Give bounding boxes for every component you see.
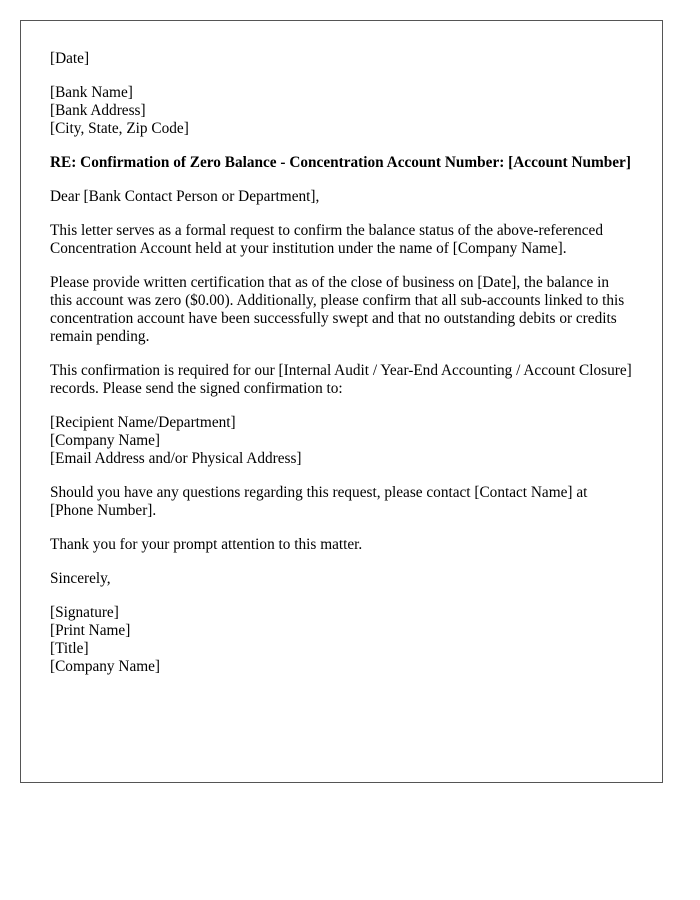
- letter: [20, 20, 663, 783]
- bank-address: [Bank Address]: [50, 102, 146, 119]
- letter-date: [Date]: [50, 50, 90, 67]
- bank-city-state-zip: [City, State, Zip Code]: [50, 120, 189, 137]
- print-name: [Print Name]: [50, 622, 131, 639]
- body-paragraph-records: This confirmation is required for our [Internal Audit / Year-End Accounting / Account Closure] records. Please send the signed confirmation to:: [50, 362, 632, 397]
- closing: Sincerely,: [50, 570, 111, 587]
- send-to-address-line: [Email Address and/or Physical Address]: [50, 450, 302, 467]
- signature-block: [50, 604, 633, 676]
- thanks-paragraph: Thank you for your prompt attention to this matter.: [50, 536, 363, 553]
- salutation: Dear [Bank Contact Person or Department],: [50, 188, 320, 205]
- contact-paragraph: Should you have any questions regarding this request, please contact [Contact Name] at [Phone Number].: [50, 484, 588, 519]
- bank-name: [Bank Name]: [50, 84, 133, 101]
- recipient-address: [50, 84, 633, 138]
- subject-line: RE: Confirmation of Zero Balance - Concentration Account Number: [Account Number]: [50, 154, 631, 171]
- send-to-address: [50, 414, 633, 468]
- title: [Title]: [50, 640, 89, 657]
- send-to-recipient: [Recipient Name/Department]: [50, 414, 236, 431]
- signature: [Signature]: [50, 604, 119, 621]
- send-to-company: [Company Name]: [50, 432, 161, 449]
- body-paragraph-certification: Please provide written certification that as of the close of business on [Date], the balance in this account was zero ($0.00). Additionally, please confirm that all sub-accounts linked to this concentration account have been successfully swept and that no outstanding debits or credits remain pending.: [50, 274, 625, 345]
- signature-company: [Company Name]: [50, 658, 161, 675]
- body-paragraph-request: This letter serves as a formal request to confirm the balance status of the above-referenced Concentration Account held at your institution under the name of [Company Name].: [50, 222, 603, 257]
